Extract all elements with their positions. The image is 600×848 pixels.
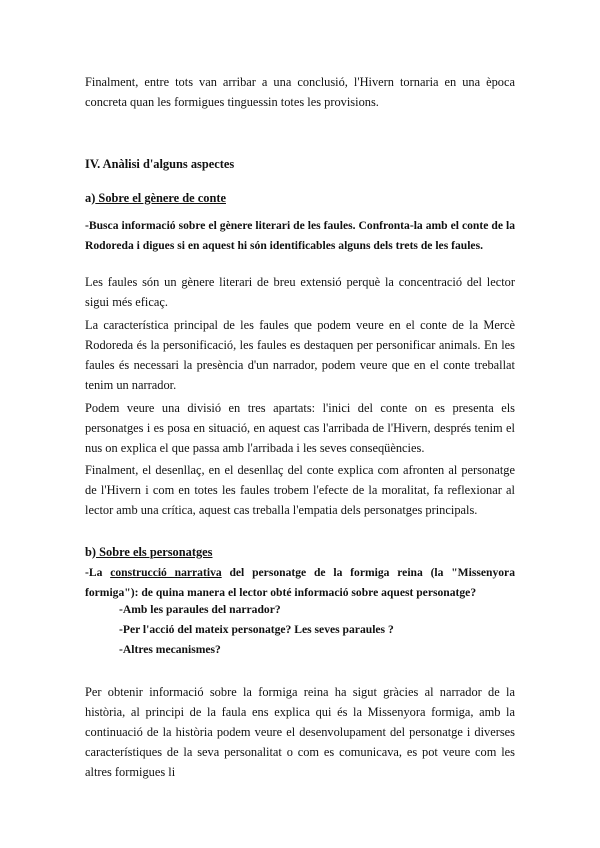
- paragraph-b-1: Per obtenir informació sobre la formiga reina ha sigut gràcies al narrador de la història, al principi de la faula ens explica qui és la Missenyora formiga, amb la continuació de la història podem veure el desenvolupament del personatge i diverses característiques de la seva personalitat o com es comunicava, es pot veure com les altres formigues li: [85, 685, 515, 779]
- subsection-a-prefix: a): [85, 191, 96, 205]
- subsection-a-title: Sobre el gènere de conte: [95, 191, 226, 205]
- subsection-a-question: -Busca informació sobre el gènere literari de les faules. Confronta-la amb el conte de la Rodoreda i digues si en aquest hi són identificables alguns dels trets de les faules.: [85, 219, 515, 252]
- paragraph-a-3: Podem veure una divisió en tres apartats: l'inici del conte on es presenta els personatges i es posa en situació, en aquest cas l'arribada de l'Hivern, després tenim el nus on explica el que passa amb l'arribada i les seves conseqüències.: [85, 401, 515, 455]
- question-b-pre: -La: [85, 566, 111, 579]
- paragraph-a-4: Finalment, el desenllaç, en el desenllaç del conte explica com afronten al personatge de l'Hivern i com en totes les faules trobem l'efecte de la moralitat, fa reflexionar al lector amb una crítica, aquest cas treballa l'empatia dels personatges principals.: [85, 463, 515, 517]
- subquestion-2: -Per l'acció del mateix personatge? Les seves paraules ?: [119, 623, 394, 636]
- paragraph-a-2: La característica principal de les faules que podem veure en el conte de la Mercè Rodoreda és la personificació, les faules es destaquen per personificar animals. En les faules és necessari la presència d'un narrador, podem veure que en el conte treballat tenim un narrador.: [85, 318, 515, 392]
- subsection-b-question: [85, 563, 515, 603]
- subquestion-3: -Altres mecanismes?: [119, 643, 221, 656]
- question-b-post: del personatge de la formiga reina (la "Missenyora formiga"): de quina manera el lector obté informació sobre aquest personatge?: [85, 566, 516, 599]
- subsection-b-heading: [85, 542, 515, 562]
- intro-paragraph: Finalment, entre tots van arribar a una conclusió, l'Hivern tornaria en una època concreta quan les formigues tinguessin totes les provisions.: [85, 75, 515, 109]
- subsection-b-prefix: b): [85, 545, 97, 559]
- subquestion-1: -Amb les paraules del narrador?: [119, 603, 281, 616]
- question-b-underlined: construcció narrativa: [110, 566, 222, 579]
- subsection-b-title: Sobre els personatges: [96, 545, 213, 559]
- section-heading: IV. Anàlisi d'alguns aspectes: [85, 157, 235, 171]
- paragraph-a-1: Les faules són un gènere literari de breu extensió perquè la concentració del lector sigui més eficaç.: [85, 275, 515, 309]
- subsection-a-heading: [85, 188, 515, 208]
